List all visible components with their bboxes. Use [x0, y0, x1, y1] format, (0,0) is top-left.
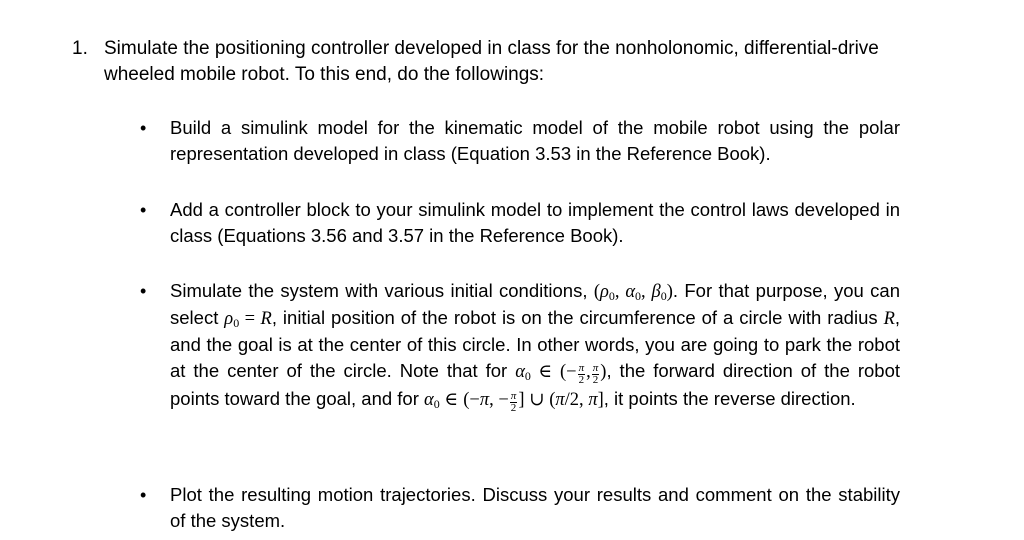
text-segment: , and the goal is at the center of this circle. In other words, you are going to park the robot at the center of the circle. Note that for: [170, 307, 901, 381]
bullet-marker: •: [140, 281, 147, 301]
bullet-item-plot-trajectories: Plot the resulting motion trajectories. Discuss your results and comment on the stability of the system.: [170, 484, 900, 531]
text-segment: Simulate the system with various initial conditions,: [170, 280, 594, 301]
question-number: 1.: [72, 38, 88, 59]
bullet-item-controller-block: Add a controller block to your simulink model to implement the control laws developed in class (Equations 3.56 and 3.57 in the Reference Book).: [170, 199, 900, 246]
rho-equals-r-math: $\rho_0 = R$: [224, 309, 272, 330]
reverse-interval-math: (−π, − $\frac{\pi}{2}$ ] ∪ (π/2, π]: [463, 390, 604, 414]
question-text: Simulate the positioning controller developed in class for the nonholonomic, differential-drive wheeled mobile robot. To this end, do the followings:: [104, 38, 879, 85]
forward-interval-math: (− $\frac{\pi}{2}$ , $\frac{\pi}{2}$ ): [560, 362, 607, 386]
alpha-membership-math: $\alpha_0$ ∈: [515, 362, 553, 383]
bullet-marker: •: [140, 200, 147, 220]
bullet-marker: •: [140, 118, 147, 138]
text-segment: , it points the reverse direction.: [603, 388, 856, 409]
text-segment: . For that purpose, you can select: [170, 280, 900, 328]
alpha-membership-math: $\alpha_0$ ∈: [424, 390, 459, 411]
text-segment: , the forward direction of the robot points toward the goal, and for: [170, 360, 900, 409]
bullet-item-simulink-model: Build a simulink model for the kinematic model of the mobile robot using the polar representation developed in class (Equation 3.53 in the Reference Book).: [170, 117, 900, 164]
text-segment: , initial position of the robot is on the circumference of a circle with radius: [271, 307, 884, 328]
radius-symbol: R: [883, 309, 895, 329]
initial-conditions-math: ($\rho_0$, $\alpha_0$, $\beta_0$): [593, 282, 673, 303]
bullet-item-simulate-system: [170, 278, 900, 414]
bullet-marker: •: [140, 485, 147, 505]
